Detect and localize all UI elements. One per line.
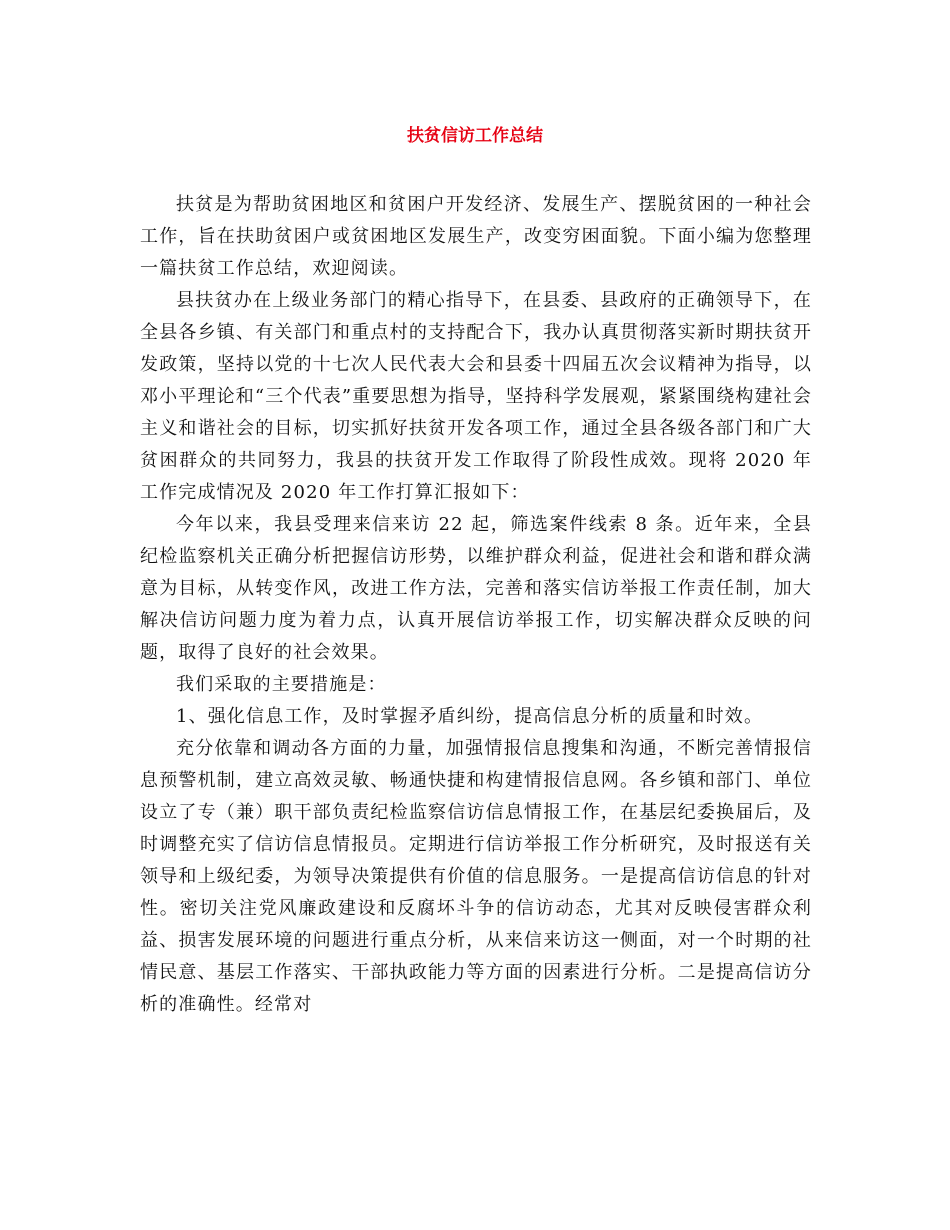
- paragraph-measure-1-detail: 充分依靠和调动各方面的力量，加强情报信息搜集和沟通，不断完善情报信息预警机制，建立高效灵敏、畅通快捷和构建情报信息网。各乡镇和部门、单位设立了专（兼）职干部负责纪检监察信访信息情报工作，在基层纪委换届后，及时调整充实了信访信息情报员。定期进行信访举报工作分析研究，及时报送有关领导和上级纪委，为领导决策提供有价值的信息服务。一是提高信访信息的针对性。密切关注党风廉政建设和反腐坏斗争的信访动态，尤其对反映侵害群众利益、损害发展环境的问题进行重点分析，从来信来访这一侧面，对一个时期的社情民意、基层工作落实、干部执政能力等方面的因素进行分析。二是提高信访分析的准确性。经常对: [140, 738, 812, 1015]
- document-title: 扶贫信访工作总结: [407, 126, 543, 146]
- document-body: [140, 189, 812, 1021]
- paragraph-petitions: 今年以来，我县受理来信来访 22 起，筛选案件线索 8 条。近年来，全县纪检监察机关正确分析把握信访形势，以维护群众利益，促进社会和谐和群众满意为目标，从转变作风，改进工作方法，完善和落实信访举报工作责任制，加大解决信访问题力度为着力点，认真开展信访举报工作，切实解决群众反映的问题，取得了良好的社会效果。: [140, 514, 812, 663]
- paragraph-measure-1-heading: 1、强化信息工作，及时掌握矛盾纠纷，提高信息分析的质量和时效。: [176, 706, 764, 727]
- paragraph-measures-intro: 我们采取的主要措施是：: [176, 674, 387, 695]
- paragraph-intro: 扶贫是为帮助贫困地区和贫困户开发经济、发展生产、摆脱贫困的一种社会工作，旨在扶助贫困户或贫困地区发展生产，改变穷困面貌。下面小编为您整理一篇扶贫工作总结，欢迎阅读。: [140, 194, 812, 279]
- paragraph-overview: 县扶贫办在上级业务部门的精心指导下，在县委、县政府的正确领导下，在全县各乡镇、有关部门和重点村的支持配合下，我办认真贯彻落实新时期扶贫开发政策，坚持以党的十七次人民代表大会和县委十四届五次会议精神为指导，以邓小平理论和“三个代表”重要思想为指导，坚持科学发展观，紧紧围绕构建社会主义和谐社会的目标，切实抓好扶贫开发各项工作，通过全县各级各部门和广大贫困群众的共同努力，我县的扶贫开发工作取得了阶段性成效。现将 2020 年工作完成情况及 2020 年工作打算汇报如下：: [140, 290, 812, 503]
